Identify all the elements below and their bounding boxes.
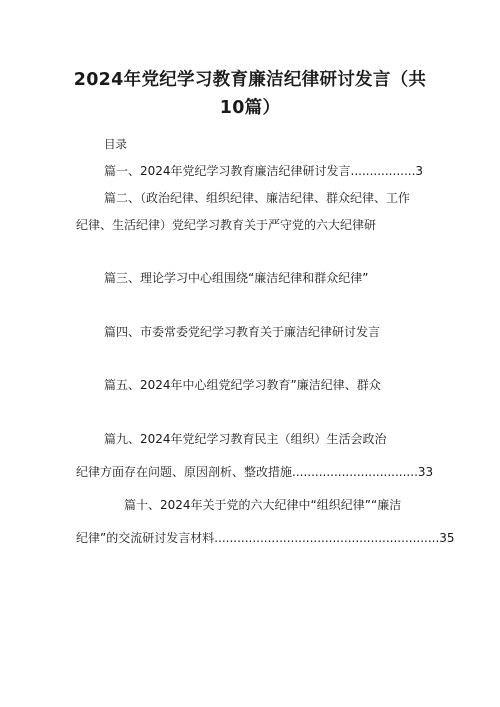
title-line-1: 2024年党纪学习教育廉洁纪律研讨发言（共	[73, 70, 427, 90]
toc-entry-2[interactable]: 篇二、（政治纪律、组织纪律、廉洁纪律、群众纪律、工作	[104, 191, 411, 205]
document-title	[60, 66, 440, 122]
toc-entry-1[interactable]: 篇一、2024年党纪学习教育廉洁纪律研讨发言.................3	[104, 164, 424, 178]
toc-entry-10[interactable]: 篇十、2024年关于党的六大纪律中“组织纪律”“廉洁	[124, 498, 402, 512]
toc-entry-9[interactable]: 篇九、2024年党纪学习教育民主（组织）生活会政治	[104, 432, 387, 446]
toc-entry-2-continued[interactable]: 纪律、生活纪律）党纪学习教育关于严守党的六大纪律研	[76, 218, 377, 232]
toc-entry-10-continued[interactable]: 纪律”的交流研讨发言材料...........................................................35	[76, 531, 455, 545]
toc-entry-5[interactable]: 篇五、2024年中心组党纪学习教育”廉洁纪律、群众	[104, 378, 381, 392]
toc-heading: 目录	[104, 137, 127, 151]
toc-entry-9-continued[interactable]: 纪律方面存在问题、原因剖析、整改措施.................................33	[76, 465, 434, 479]
title-line-2: 10篇）	[219, 98, 281, 118]
toc-entry-3[interactable]: 篇三、理论学习中心组围绕“廉洁纪律和群众纪律”	[104, 271, 369, 285]
toc-entry-4[interactable]: 篇四、市委常委党纪学习教育关于廉洁纪律研讨发言	[104, 325, 381, 339]
